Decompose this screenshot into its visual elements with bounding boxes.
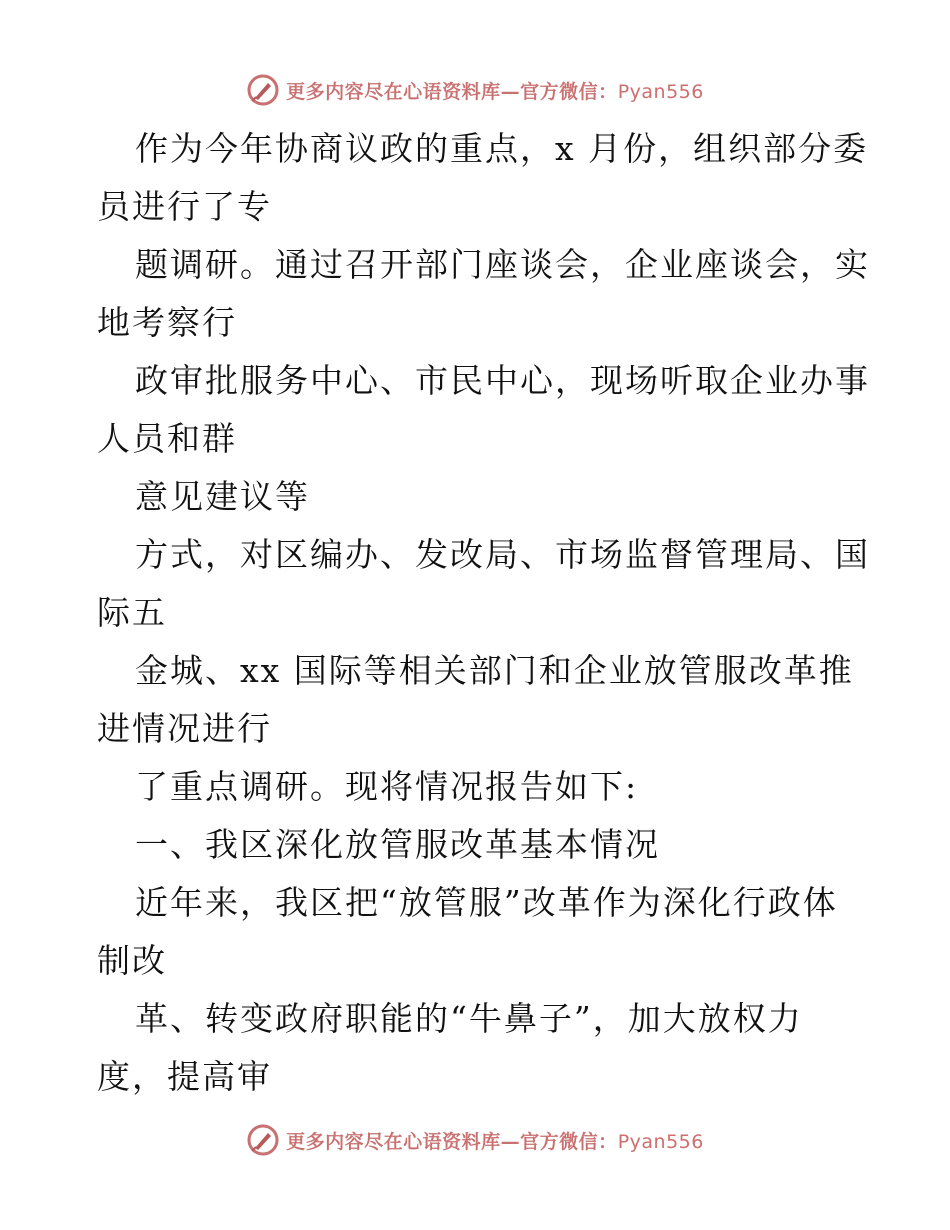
banner-contact-label: 官方微信： xyxy=(520,1130,618,1153)
banner-separator: — xyxy=(500,1130,521,1153)
banner-contact-id: Pyan556 xyxy=(617,1130,704,1153)
body-line: 意见建议等 xyxy=(135,477,310,516)
banner-title: 更多内容尽在心语资料库 xyxy=(286,80,501,103)
body-line: 度，提高审 xyxy=(97,1057,272,1096)
body-line: 政审批服务中心、市民中心，现场听取企业办事 xyxy=(135,361,870,400)
body-line: 人员和群 xyxy=(97,419,237,458)
quill-logo-icon xyxy=(246,73,280,107)
body-line: 作为今年协商议政的重点，x 月份，组织部分委 xyxy=(135,129,869,168)
body-line: 员进行了专 xyxy=(97,187,272,226)
body-line: 题调研。通过召开部门座谈会，企业座谈会，实 xyxy=(135,245,870,284)
body-line: 金城、xx 国际等相关部门和企业放管服改革推 xyxy=(135,651,854,690)
body-line: 地考察行 xyxy=(97,303,237,342)
body-line: 进情况进行 xyxy=(97,709,272,748)
document-body xyxy=(97,120,870,1106)
banner-text xyxy=(286,1127,704,1154)
body-line: 了重点调研。现将情况报告如下: xyxy=(135,767,639,806)
banner-text xyxy=(286,77,704,104)
quill-logo-icon xyxy=(246,1123,280,1157)
body-line: 近年来，我区把“放管服”改革作为深化行政体 xyxy=(135,883,838,922)
body-line: 际五 xyxy=(97,593,167,632)
banner-contact-id: Pyan556 xyxy=(617,80,704,103)
section-heading: 一、我区深化放管服改革基本情况 xyxy=(135,825,660,864)
banner-title: 更多内容尽在心语资料库 xyxy=(286,1130,501,1153)
banner-contact-label: 官方微信： xyxy=(520,80,618,103)
body-line: 革、转变政府职能的“牛鼻子”，加大放权力 xyxy=(135,999,803,1038)
header-watermark-banner xyxy=(0,70,950,110)
body-line: 制改 xyxy=(97,941,167,980)
footer-watermark-banner xyxy=(0,1120,950,1160)
body-line: 方式，对区编办、发改局、市场监督管理局、国 xyxy=(135,535,870,574)
banner-separator: — xyxy=(500,80,521,103)
